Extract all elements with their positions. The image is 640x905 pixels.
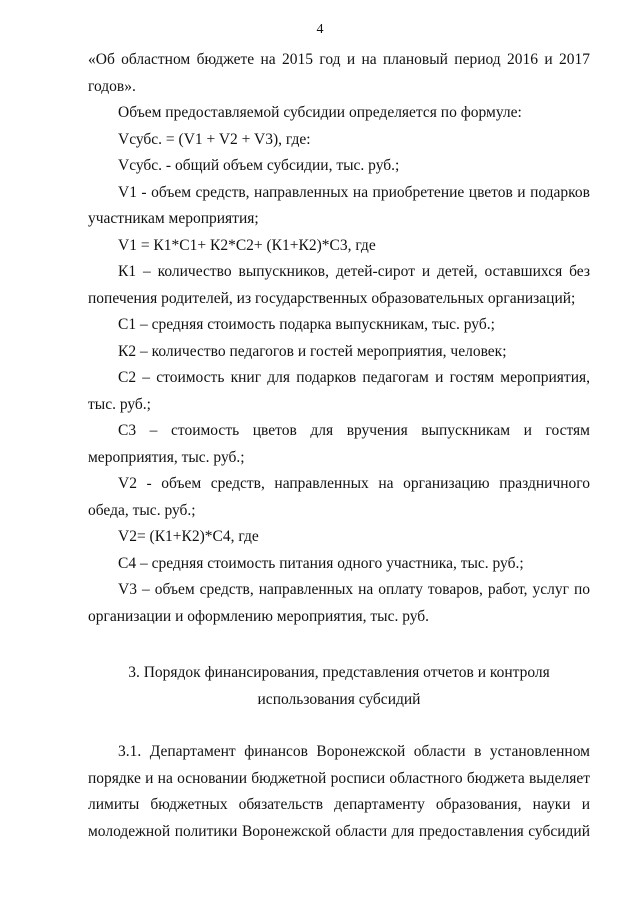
formula-total-subsidy: Vсубс. = (V1 + V2 + V3), где: xyxy=(118,130,311,148)
definition-k1: К1 – количество выпускников, детей-сирот и детей, оставшихся без попечения родителей, из государственных образовательных организаций; xyxy=(88,263,590,307)
page-number: 4 xyxy=(316,22,324,37)
section-heading-line-1: 3. Порядок финансирования, представления отчетов и контроля xyxy=(128,664,550,681)
definition-v3: V3 – объем средств, направленных на оплату товаров, работ, услуг по организации и оформлению мероприятия, тыс. руб. xyxy=(88,581,590,625)
document-body xyxy=(88,47,590,845)
definition-k2: К2 – количество педагогов и гостей мероприятия, человек; xyxy=(118,342,507,360)
paragraph-3-1: 3.1. Департамент финансов Воронежской области в установленном порядке и на основании бюджетной росписи областного бюджета выделяет лимиты бюджетных обязательств департаменту образования, науки и молодежной политики Воронежской области для предоставления субсидий xyxy=(88,743,590,840)
definition-c4: С4 – средняя стоимость питания одного участника, тыс. руб.; xyxy=(118,554,524,572)
definition-c3: С3 – стоимость цветов для вручения выпускникам и гостям мероприятия, тыс. руб.; xyxy=(88,422,590,466)
definition-v1: V1 - объем средств, направленных на приобретение цветов и подарков участникам мероприятия; xyxy=(88,183,590,227)
formula-v1: V1 = К1*С1+ К2*С2+ (К1+К2)*С3, где xyxy=(118,236,376,254)
definition-c1: С1 – средняя стоимость подарка выпускникам, тыс. руб.; xyxy=(118,316,495,333)
paragraph-subsidy-formula-intro: Объем предоставляемой субсидии определяется по формуле: xyxy=(118,104,522,121)
paragraph-budget-law-continuation: «Об областном бюджете на 2015 год и на плановый период 2016 и 2017 годов». xyxy=(88,51,590,95)
section-heading xyxy=(88,660,590,713)
formula-v2: V2= (К1+К2)*С4, где xyxy=(118,528,259,545)
definition-v2: V2 - объем средств, направленных на организацию праздничного обеда, тыс. руб.; xyxy=(88,475,590,519)
definition-c2: С2 – стоимость книг для подарков педагогам и гостям мероприятия, тыс. руб.; xyxy=(88,369,590,413)
section-heading-line-2: использования субсидий xyxy=(257,690,421,708)
definition-total-subsidy: Vсубс. - общий объем субсидии, тыс. руб.; xyxy=(118,157,400,174)
